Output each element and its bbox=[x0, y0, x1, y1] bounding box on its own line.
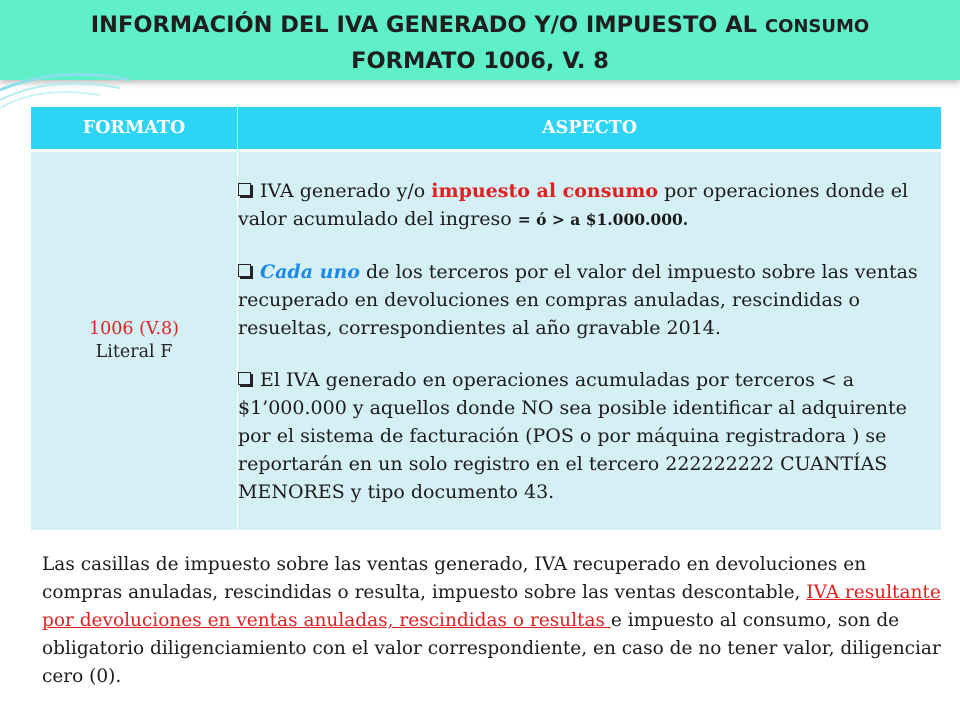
formato-code: 1006 (V.8) bbox=[88, 319, 180, 339]
formato-cell bbox=[31, 151, 238, 531]
bullet-item-2: Cada uno de los terceros por el valor del impuesto sobre las ventas recuperado en devoluciones en compras anuladas, rescindidas o resueltas, correspondientes al año gravable 2014. bbox=[238, 260, 918, 339]
formato-literal: Literal F bbox=[95, 342, 173, 362]
footer-paragraph: Las casillas de impuesto sobre las ventas generado, IVA recuperado en devoluciones en compras anuladas, rescindidas o resulta, impuesto sobre las ventas descontable, IVA resultante por devoluciones en ventas anuladas, rescindidas o resultas e impuesto al consumo, son de obligatorio diligenciamiento con el valor correspondiente, en caso de no tener valor, diligenciar cero (0). bbox=[42, 554, 941, 687]
checkbox-bullet-icon bbox=[238, 264, 251, 277]
footer-highlight: IVA resultante por devoluciones en ventas anuladas, rescindidas o resultas bbox=[42, 582, 941, 631]
bullet-item-1: IVA generado y/o impuesto al consumo por operaciones donde el valor acumulado del ingreso = ó > a $1.000.000. bbox=[238, 179, 909, 230]
table-header-row bbox=[31, 107, 942, 151]
title-banner bbox=[0, 0, 960, 80]
format-table bbox=[30, 106, 942, 531]
header-aspecto: ASPECTO bbox=[238, 107, 942, 151]
header-formato: FORMATO bbox=[31, 107, 238, 151]
table-row bbox=[31, 151, 942, 531]
checkbox-bullet-icon bbox=[238, 372, 251, 385]
aspect-cell bbox=[238, 151, 942, 531]
title-line-1: INFORMACIÓN DEL IVA GENERADO Y/O IMPUESTO AL CONSUMO bbox=[90, 12, 870, 38]
bullet-item-3: El IVA generado en operaciones acumuladas por terceros < a $1’000.000 y aquellos donde NO sea posible identificar al adquirente por el sistema de facturación (POS o por máquina registradora ) se reportarán en un solo registro en el tercero 222222222 CUANTÍAS MENORES y tipo documento 43. bbox=[238, 368, 907, 503]
title-line-2: FORMATO 1006, V. 8 bbox=[351, 48, 609, 74]
page-title bbox=[0, 8, 960, 78]
checkbox-bullet-icon bbox=[238, 183, 251, 196]
